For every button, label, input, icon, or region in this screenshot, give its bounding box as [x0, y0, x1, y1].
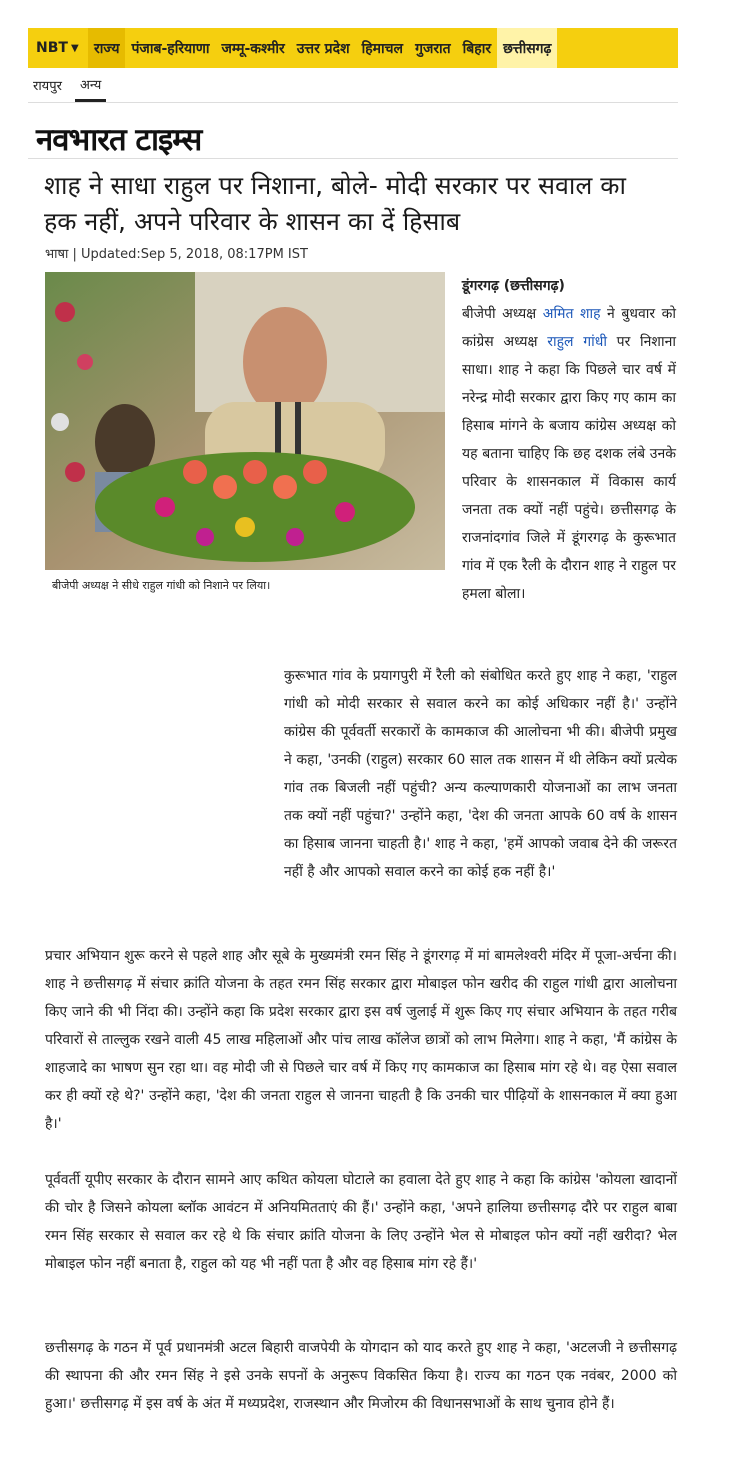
nav-item-rajya[interactable]: राज्य — [88, 28, 125, 68]
article-byline: भाषा | Updated:Sep 5, 2018, 08:17PM IST — [45, 247, 308, 262]
intro-text: पर निशाना साधा। शाह ने कहा कि पिछले चार वर्ष में नरेन्द्र मोदी सरकार द्वारा किए गए काम का हिसाब मांगने के बजाय कांग्रेस अध्यक्ष को यह बताना चाहिए कि छह दशक लंबे उनके परिवार के शासनकाल में विकास कार्य जनता तक क्यों नहीं पहुंचे। छत्तीसगढ़ के राजनांदगांव जिले में डूंगरगढ़ के कुरूभात गांव में एक रैली के दौरान शाह ने राहुल पर हमला बोला। — [462, 334, 676, 602]
nav-item-himachal[interactable]: हिमाचल — [361, 40, 404, 57]
nav-item-punjab-haryana[interactable]: पंजाब-हरियाणा — [131, 40, 210, 57]
sub-navigation — [28, 68, 678, 103]
article-paragraph: कुरूभात गांव के प्रयागपुरी में रैली को संबोधित करते हुए शाह ने कहा, 'राहुल गांधी को मोदी सरकार से सवाल करने का कोई अधिकार नहीं है।' उन्होंने कांग्रेस की पूर्ववर्ती सरकारों के कामकाज की आलोचना भी की। बीजेपी प्रमुख ने कहा, 'उनकी (राहुल) सरकार 60 साल तक शासन में थी लेकिन क्यों प्रत्येक गांव तक बिजली नहीं पहुंची? अन्य कल्याणकारी योजनाओं का लाभ जनता तक क्यों नहीं पहुंचा?' उन्होंने कहा, 'देश की जनता आपके 60 वर्ष के शासन का हिसाब जानना चाहती है।' शाह ने कहा, 'हमें आपको जवाब देने की जरूरत नहीं है और आपको सवाल करने का कोई हक नहीं है।' — [284, 668, 677, 880]
nbt-label: NBT — [36, 40, 68, 56]
site-logo[interactable]: नवभारत टाइम्स — [36, 122, 202, 158]
dateline: डूंगरगढ़ (छत्तीसगढ़) — [462, 278, 565, 294]
article-photo — [45, 272, 445, 570]
amit-shah-link[interactable]: अमित शाह — [542, 306, 601, 322]
divider — [28, 158, 678, 159]
nbt-menu-button[interactable] — [28, 28, 88, 68]
nav-item-gujarat[interactable]: गुजरात — [415, 40, 451, 57]
photo-illustration — [45, 272, 445, 570]
article-paragraph: पूर्ववर्ती यूपीए सरकार के दौरान सामने आए कथित कोयला घोटाले का हवाला देते हुए शाह ने कहा कि कांग्रेस 'कोयला खादानों की चोर है जिसने कोयला ब्लॉक आवंटन में अनियमितताएं की हैं।' उन्होंने कहा, 'अपने हालिया छत्तीसगढ़ दौरे पर राहुल बाबा रमन सिंह सरकार से सवाल कर रहे थे कि संचार क्रांति योजना के लिए उन्होंने भेल से मोबाइल फोन क्यों नहीं खरीदा? भेल मोबाइल फोन नहीं बनाता है, राहुल को यह भी नहीं पता है और वह हिसाब मांग रहे हैं।' — [45, 1172, 677, 1272]
top-navigation — [28, 28, 678, 68]
nav-item-jammu-kashmir[interactable]: जम्मू-कश्मीर — [221, 40, 285, 57]
nav-item-bihar[interactable]: बिहार — [462, 40, 492, 57]
subnav-item-anya[interactable]: अन्य — [75, 68, 106, 102]
article-headline: शाह ने साधा राहुल पर निशाना, बोले- मोदी सरकार पर सवाल का हक नहीं, अपने परिवार के शासन का दें हिसाब — [44, 171, 626, 236]
intro-text: ने बुधवार को कांग्रेस अध्यक्ष — [462, 306, 676, 350]
article-paragraph: छत्तीसगढ़ के गठन में पूर्व प्रधानमंत्री अटल बिहारी वाजपेयी के योगदान को याद करते हुए शाह ने कहा, 'अटलजी ने छत्तीसगढ़ की स्थापना की और रमन सिंह ने इसे उनके सपनों के अनुरूप विकसित किया है। राज्य का गठन एक नवंबर, 2000 को हुआ।' छत्तीसगढ़ में इस वर्ष के अंत में मध्यप्रदेश, राजस्थान और मिजोरम की विधानसभाओं के साथ चुनाव होने हैं। — [45, 1340, 677, 1412]
subnav-item-raipur[interactable]: रायपुर — [33, 79, 62, 94]
nav-item-chhattisgarh[interactable]: छत्तीसगढ़ — [497, 28, 557, 68]
intro-text: बीजेपी अध्यक्ष — [462, 306, 543, 322]
article-paragraph: प्रचार अभियान शुरू करने से पहले शाह और सूबे के मुख्यमंत्री रमन सिंह ने डूंगरगढ़ में मां बामलेश्वरी मंदिर में पूजा-अर्चना की। शाह ने छत्तीसगढ़ में संचार क्रांति योजना के तहत रमन सिंह सरकार द्वारा मोबाइल फोन खरीद की राहुल गांधी द्वारा आलोचना किए जाने की भी निंदा की। उन्होंने कहा कि प्रदेश सरकार द्वारा इस वर्ष जुलाई में शुरू किए गए संचार अभियान के तहत गरीब परिवारों से ताल्लुक रखने वाली 45 लाख महिलाओं और पांच लाख कॉलेज छात्रों को लाभ मिलेगा। शाह ने कहा, 'मैं कांग्रेस के शाहजादे का भाषण सुन रहा था। वह मोदी जी से पिछले चार वर्ष में किए गए कामकाज का हिसाब मांग रहे थे। वह ऐसा सवाल कर ही क्यों रहे थे?' उन्होंने कहा, 'देश की जनता राहुल से जानना चाहती है कि उनकी चार पीढ़ियों के शासनकाल में क्या हुआ है।' — [45, 948, 677, 1132]
nav-item-uttar-pradesh[interactable]: उत्तर प्रदेश — [296, 40, 350, 57]
rahul-gandhi-link[interactable]: राहुल गांधी — [547, 334, 607, 350]
article-intro — [462, 272, 676, 608]
chevron-down-icon: ▼ — [70, 42, 79, 54]
photo-caption: बीजेपी अध्यक्ष ने सीधे राहुल गांधी को निशाने पर लिया। — [52, 579, 271, 592]
